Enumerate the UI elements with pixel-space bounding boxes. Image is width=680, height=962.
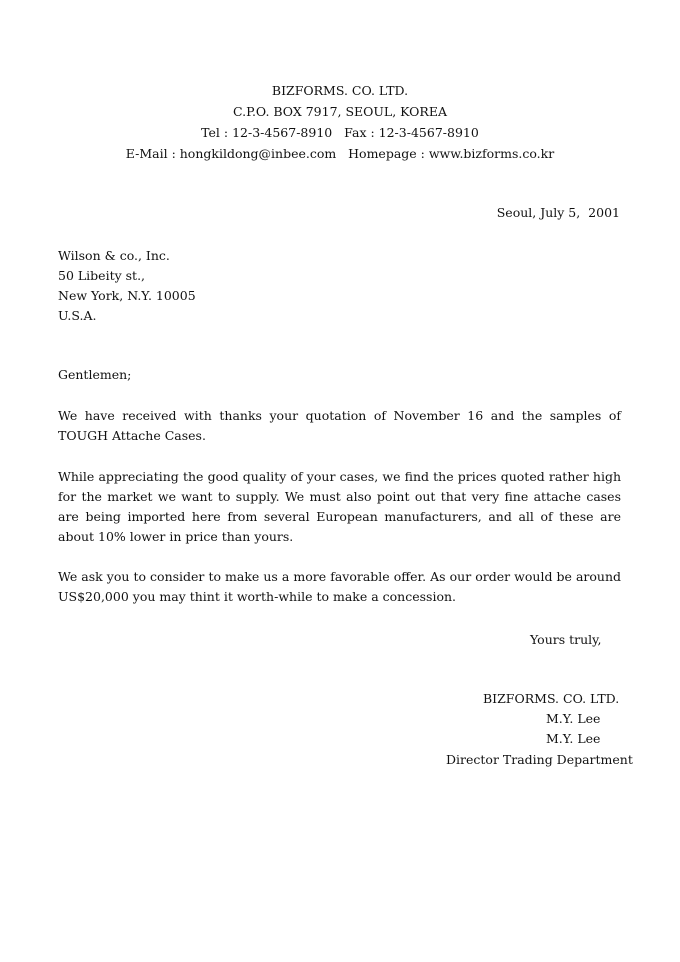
recipient-line: 50 Libeity st., — [58, 268, 146, 283]
body-paragraph: While appreciating the good quality of your cases, we find the prices quoted rather high for the market we want to supply. We must also point out that very fine attache cases are being imported here from several European manufacturers, and all of these are about 10% lower in price than yours. — [58, 469, 621, 544]
signature-title: Director Trading Department — [446, 752, 633, 767]
letterhead-email-web: E-Mail : hongkildong@inbee.com Homepage : www.bizforms.co.kr — [125, 146, 555, 161]
letterhead-address: C.P.O. BOX 7917, SEOUL, KOREA — [232, 104, 447, 119]
letterhead-phone-fax: Tel : 12-3-4567-8910 Fax : 12-3-4567-8910 — [201, 125, 479, 140]
recipient-address — [58, 246, 196, 326]
letter-date: Seoul, July 5, 2001 — [496, 205, 620, 220]
signature-name: M.Y. Lee — [546, 711, 601, 726]
recipient-line: Wilson & co., Inc. — [58, 248, 170, 263]
letterhead — [0, 80, 680, 164]
recipient-line: New York, N.Y. 10005 — [58, 288, 196, 303]
letterhead-company: BIZFORMS. CO. LTD. — [271, 83, 409, 98]
salutation: Gentlemen; — [58, 367, 132, 382]
body-paragraph: We have received with thanks your quotation of November 16 and the samples of TOUGH Attache Cases. — [58, 408, 621, 443]
signature-company: BIZFORMS. CO. LTD. — [483, 691, 620, 706]
body-paragraph: We ask you to consider to make us a more favorable offer. As our order would be around US$20,000 you may thint it worth-while to make a concession. — [58, 569, 621, 604]
recipient-line: U.S.A. — [58, 308, 97, 323]
signature-name: M.Y. Lee — [546, 731, 601, 746]
complimentary-close: Yours truly, — [530, 632, 602, 647]
